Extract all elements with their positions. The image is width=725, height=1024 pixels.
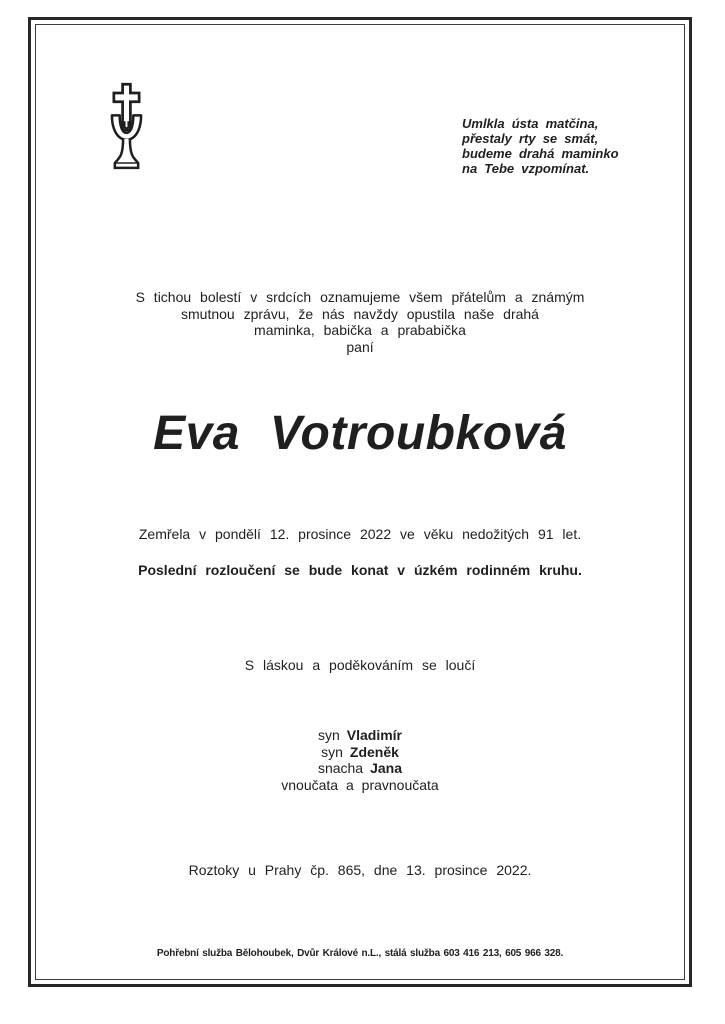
announcement-line: maminka, babička a prababička xyxy=(254,322,466,338)
mourner-row xyxy=(30,744,690,761)
mourner-relation: snacha xyxy=(317,760,364,776)
mourner-relation: syn xyxy=(317,727,340,743)
farewell-notice: Poslední rozloučení se bude konat v úzkém rodinném kruhu. xyxy=(138,562,582,578)
deceased-name: Eva Votroubková xyxy=(153,407,567,460)
memorial-verse xyxy=(462,116,619,176)
verse-line: Umlkla ústa matčina, xyxy=(462,116,599,131)
verse-line: budeme drahá maminko xyxy=(462,146,619,161)
mourner-name: Zdeněk xyxy=(349,743,399,760)
mourner-row xyxy=(30,760,690,777)
mourner-row-extra: vnoučata a pravnoučata xyxy=(281,776,439,793)
announcement-text xyxy=(30,289,690,355)
mourner-relation: syn xyxy=(321,743,343,760)
mourner-name: Vladimír xyxy=(346,727,403,743)
place-and-date: Roztoky u Prahy čp. 865, dne 13. prosince 2022. xyxy=(188,862,532,878)
announcement-line: paní xyxy=(346,338,374,355)
death-notice: Zemřela v pondělí 12. prosince 2022 ve věku nedožitých 91 let. xyxy=(138,526,582,542)
closing-line: S láskou a poděkováním se loučí xyxy=(244,657,476,673)
announcement-line: smutnou zprávu, že nás navždy opustila naše drahá xyxy=(181,305,539,322)
mourner-name: Jana xyxy=(370,760,403,776)
chalice-cross-icon xyxy=(109,82,144,176)
mourners-list xyxy=(30,727,690,793)
verse-line: na Tebe vzpomínat. xyxy=(462,161,590,176)
verse-line: přestaly rty se smát, xyxy=(462,131,599,146)
mourner-row xyxy=(30,727,690,744)
funeral-service-footer: Pohřební služba Bělohoubek, Dvůr Králové n.L., stálá služba 603 416 213, 605 966 328. xyxy=(156,948,564,959)
announcement-line: S tichou bolestí v srdcích oznamujeme všem přátelům a známým xyxy=(135,289,585,305)
